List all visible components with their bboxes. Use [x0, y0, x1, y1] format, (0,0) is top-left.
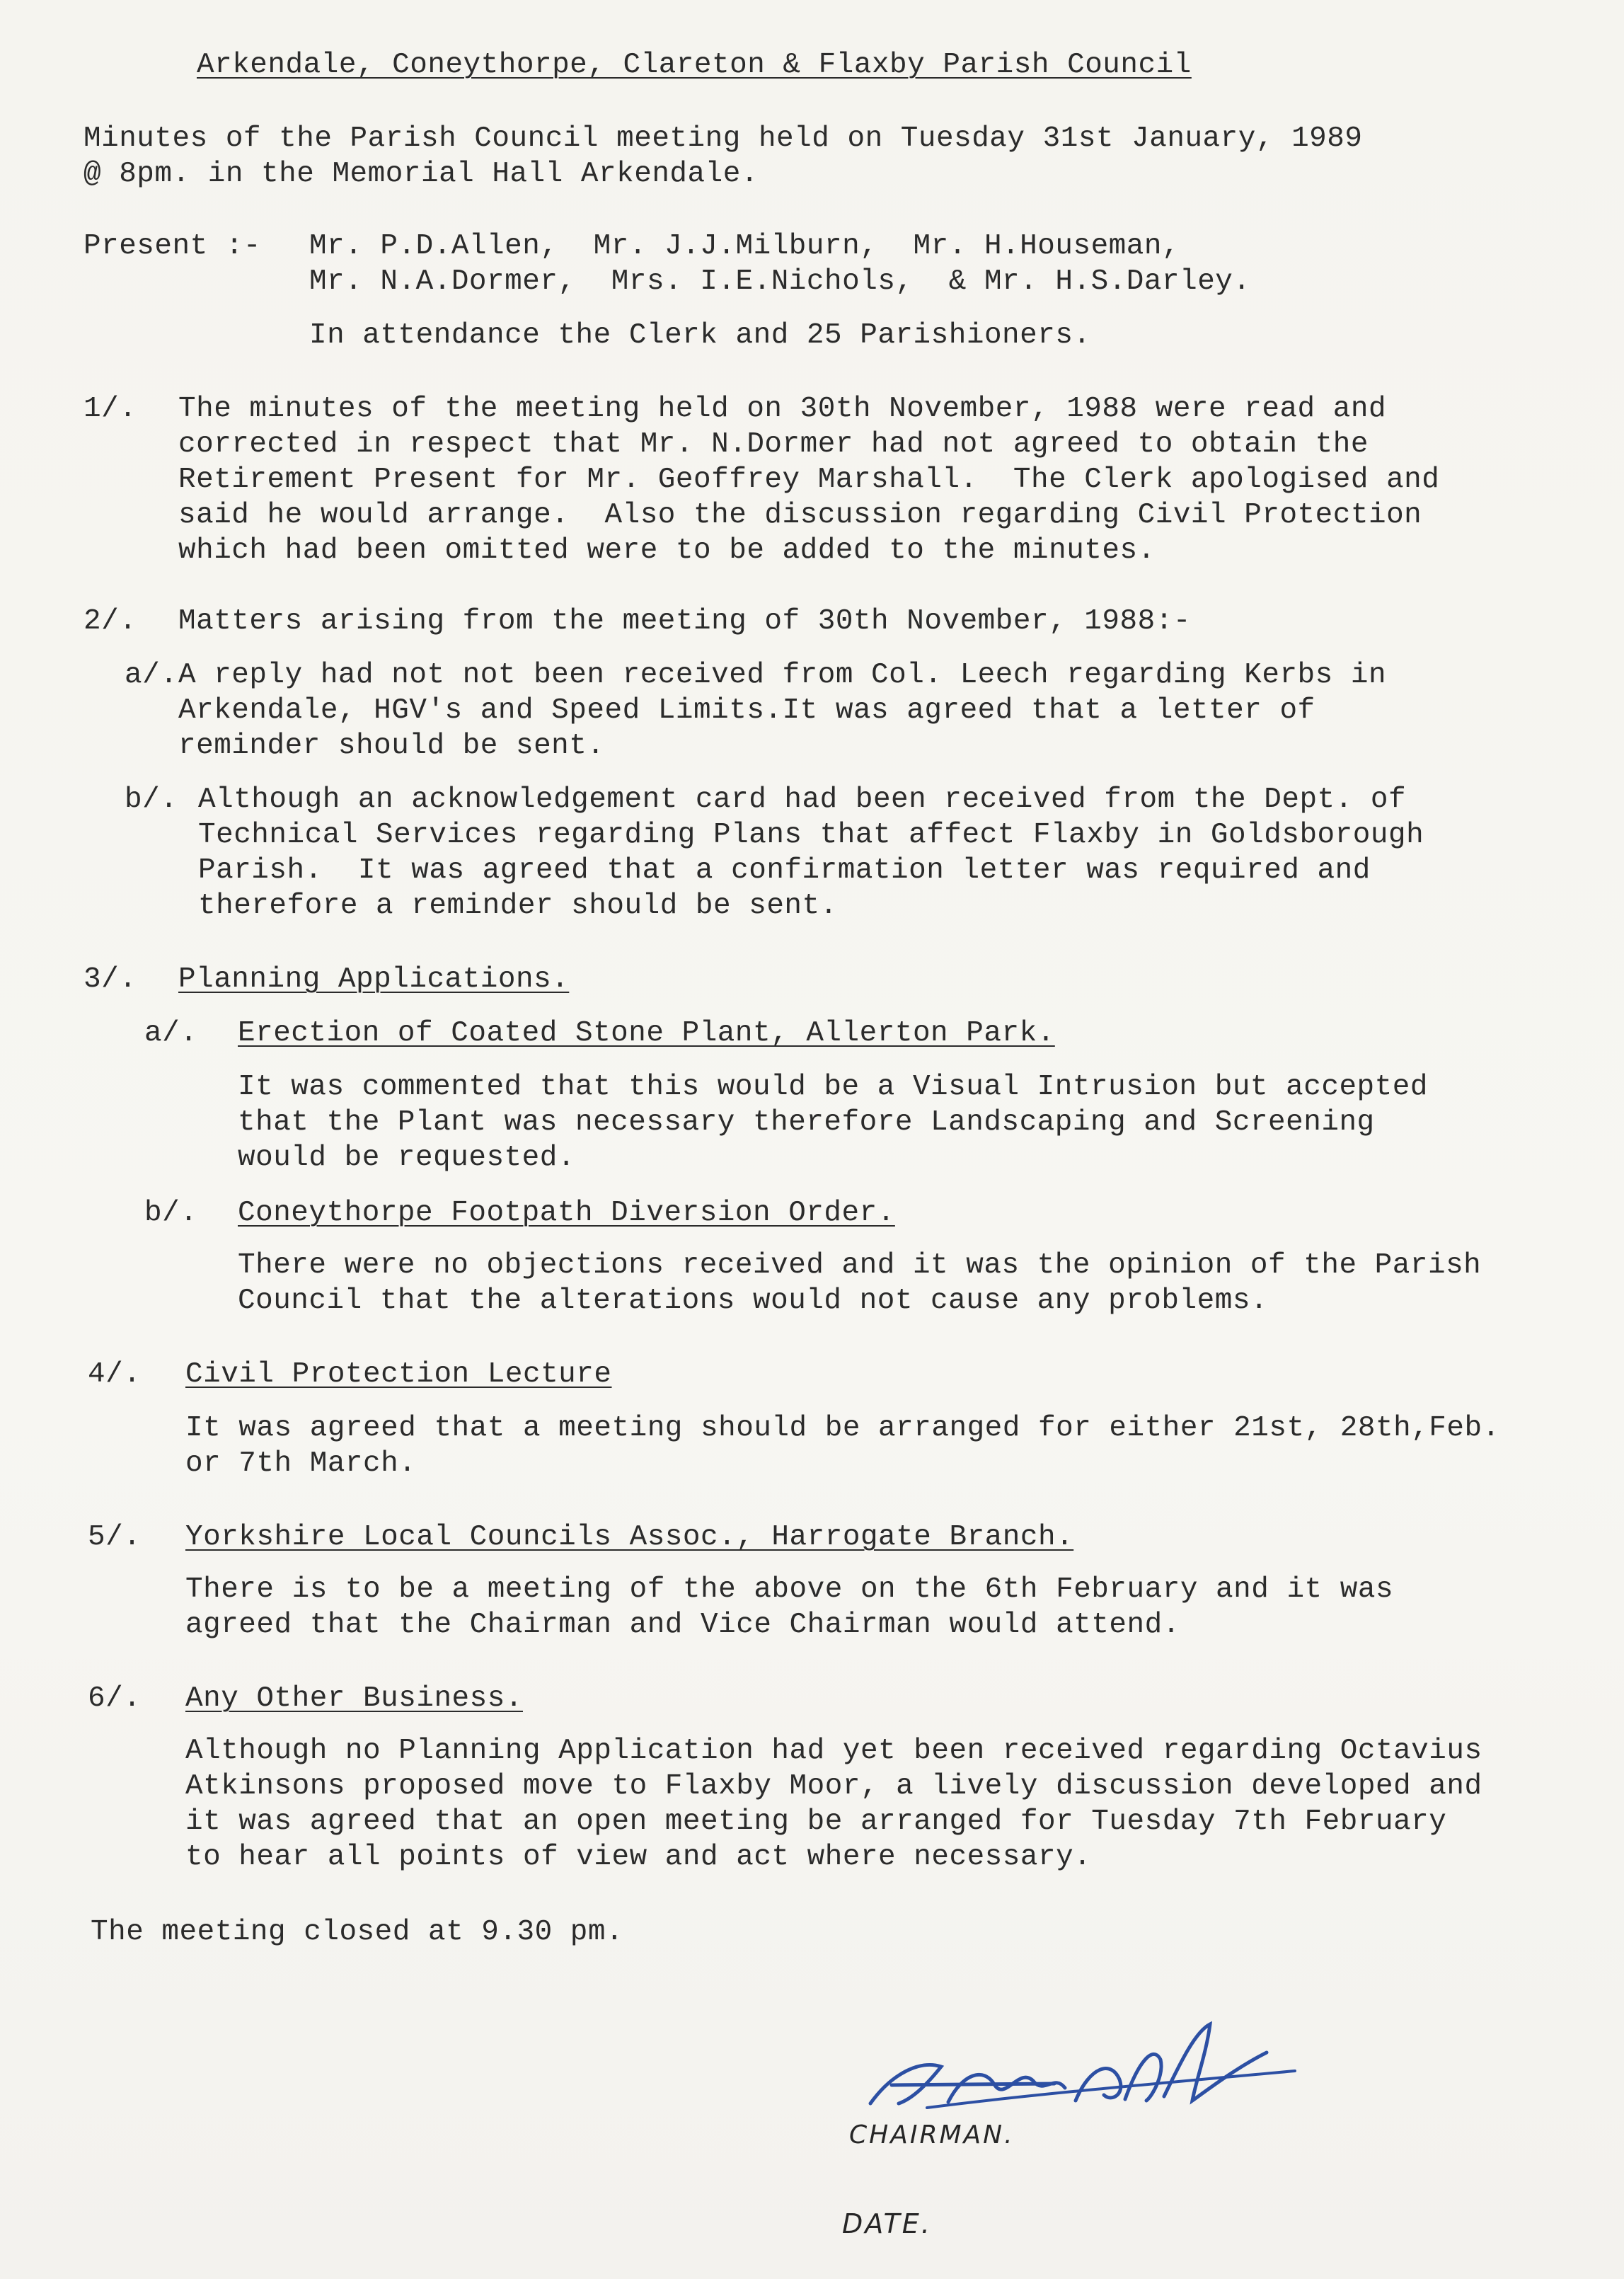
item-2-number: 2/. [83, 605, 137, 638]
item-6-line: Although no Planning Application had yet been received regarding Octavius [185, 1735, 1482, 1767]
item-6-line: Atkinsons proposed move to Flaxby Moor, a lively discussion developed and [185, 1770, 1482, 1803]
item-3a-heading: Erection of Coated Stone Plant, Allerton Park. [238, 1017, 1055, 1050]
chairman-label: CHAIRMAN. [849, 2120, 1015, 2149]
item-6-number: 6/. [88, 1682, 142, 1715]
item-2a-number: a/. [125, 659, 178, 691]
item-3a-number: a/. [144, 1017, 198, 1050]
item-3a-line: would be requested. [238, 1142, 575, 1174]
present-line-2: Mr. N.A.Dormer, Mrs. I.E.Nichols, & Mr. H.S.Darley. [309, 265, 1251, 298]
item-2b-line: therefore a reminder should be sent. [198, 890, 838, 922]
item-2b-number: b/. [125, 783, 178, 816]
item-2a-line: A reply had not not been received from Col. Leech regarding Kerbs in [178, 659, 1387, 691]
intro-line-2: @ 8pm. in the Memorial Hall Arkendale. [83, 158, 759, 190]
item-6-line: to hear all points of view and act where necessary. [185, 1841, 1092, 1873]
item-2b-line: Although an acknowledgement card had been received from the Dept. of [198, 783, 1407, 816]
item-6-line: it was agreed that an open meeting be arranged for Tuesday 7th February [185, 1806, 1447, 1838]
item-3b-number: b/. [144, 1197, 198, 1229]
item-5-line: There is to be a meeting of the above on the 6th February and it was [185, 1573, 1394, 1606]
item-2b-line: Technical Services regarding Plans that affect Flaxby in Goldsborough [198, 819, 1424, 851]
item-2-text: Matters arising from the meeting of 30th November, 1988:- [178, 605, 1191, 638]
present-line-1: Mr. P.D.Allen, Mr. J.J.Milburn, Mr. H.Houseman, [309, 230, 1180, 263]
item-2a-line: Arkendale, HGV's and Speed Limits.It was agreed that a letter of [178, 694, 1315, 727]
item-4-number: 4/. [88, 1358, 142, 1391]
chairman-signature [842, 2017, 1309, 2116]
item-5-line: agreed that the Chairman and Vice Chairman would attend. [185, 1609, 1180, 1641]
item-3a-line: It was commented that this would be a Visual Intrusion but accepted [238, 1071, 1428, 1103]
item-4-line: It was agreed that a meeting should be arranged for either 21st, 28th,Feb. [185, 1412, 1500, 1445]
item-2a-line: reminder should be sent. [178, 730, 605, 762]
date-label: DATE. [842, 2208, 932, 2239]
item-3b-line: Council that the alterations would not cause any problems. [238, 1285, 1269, 1317]
attendance-line: In attendance the Clerk and 25 Parishioners. [309, 319, 1091, 352]
document-title: Arkendale, Coneythorpe, Clareton & Flaxby Parish Council [197, 49, 1192, 81]
item-4-heading: Civil Protection Lecture [185, 1358, 612, 1391]
item-2b-line: Parish. It was agreed that a confirmation letter was required and [198, 854, 1371, 887]
item-1-number: 1/. [83, 393, 137, 425]
item-6-heading: Any Other Business. [185, 1682, 523, 1715]
item-3-heading: Planning Applications. [178, 963, 570, 996]
item-1-line: Retirement Present for Mr. Geoffrey Marshall. The Clerk apologised and [178, 464, 1440, 496]
item-1-line: corrected in respect that Mr. N.Dormer had not agreed to obtain the [178, 428, 1369, 461]
item-3a-line: that the Plant was necessary therefore Landscaping and Screening [238, 1106, 1375, 1139]
closing-line: The meeting closed at 9.30 pm. [91, 1916, 624, 1948]
item-4-line: or 7th March. [185, 1447, 417, 1480]
item-5-number: 5/. [88, 1521, 142, 1554]
item-1-line: which had been omitted were to be added to the minutes. [178, 534, 1156, 567]
item-3b-line: There were no objections received and it was the opinion of the Parish [238, 1249, 1482, 1282]
item-3-number: 3/. [83, 963, 137, 996]
intro-line-1: Minutes of the Parish Council meeting held on Tuesday 31st January, 1989 [83, 122, 1363, 155]
present-label: Present :- [83, 230, 262, 263]
item-1-line: said he would arrange. Also the discussion regarding Civil Protection [178, 499, 1422, 532]
item-3b-heading: Coneythorpe Footpath Diversion Order. [238, 1197, 895, 1229]
item-5-heading: Yorkshire Local Councils Assoc., Harrogate Branch. [185, 1521, 1074, 1554]
item-1-line: The minutes of the meeting held on 30th November, 1988 were read and [178, 393, 1387, 425]
